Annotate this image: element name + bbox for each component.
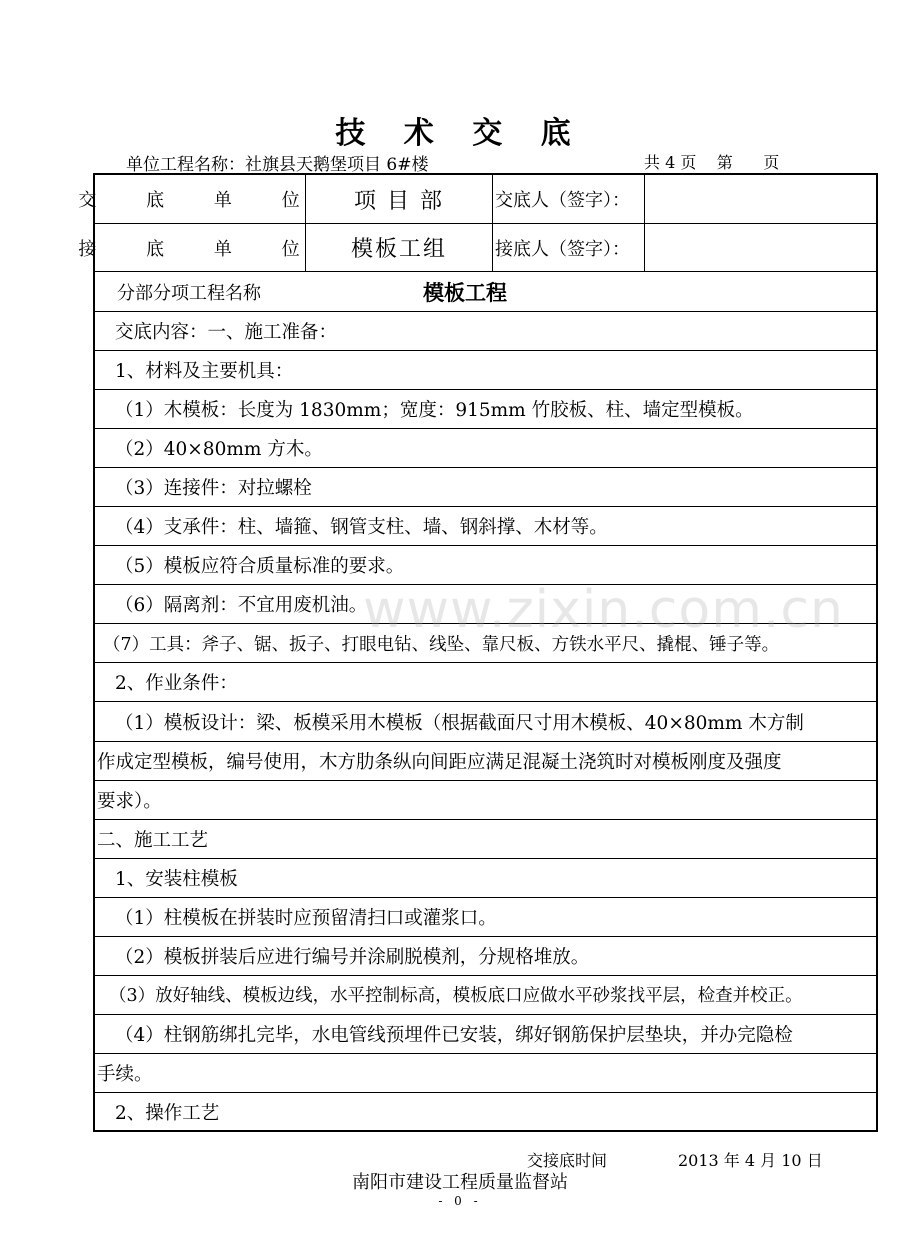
watermark: www.zixin.com.cn: [363, 580, 844, 640]
content-line: [95, 312, 876, 351]
content-line: [95, 742, 876, 781]
content-line-text: （3）连接件：对拉螺栓: [115, 478, 312, 500]
content-line-text: 1、材料及主要机具：: [115, 361, 294, 383]
content-line-text: （4）柱钢筋绑扎完毕，水电管线预埋件已安装，绑好钢筋保护层垫块，并办完隐检: [115, 1024, 793, 1046]
content-line-text: （6）隔离剂：不宜用废机油。: [115, 595, 368, 617]
content-line: [95, 703, 876, 742]
organization: 南阳市建设工程质量监督站: [352, 1172, 568, 1193]
content-line-text: 二、施工工艺: [97, 829, 209, 851]
content-line: [95, 937, 876, 976]
content-line-text: （1）柱模板在拼装时应预留清扫口或灌浆口。: [115, 907, 497, 929]
content-line: [95, 468, 876, 507]
content-line-text: 要求）。: [97, 790, 162, 812]
page-count: 共 4 页 第 页: [644, 153, 780, 172]
header-row-receiver: [78, 224, 876, 272]
content-line: [95, 429, 876, 468]
content-line: [95, 898, 876, 937]
content-line: [95, 507, 876, 546]
content-line: [95, 390, 876, 429]
content-line-text: （2）模板拼装后应进行编号并涂刷脱模剂，分规格堆放。: [115, 946, 590, 968]
content-line-text: 手续。: [97, 1063, 153, 1085]
content-line: [95, 859, 876, 898]
receiver-value-cell: [306, 224, 493, 271]
content-line: [95, 781, 876, 820]
page-number: - 0 -: [438, 1194, 482, 1208]
receiver-sign-label: 接底人（签字）：: [495, 238, 630, 260]
document-title: 技 术 交 底: [335, 116, 585, 151]
content-line-text: （3）放好轴线、模板边线，水平控制标高，模板底口应做水平砂浆找平层，检查并校正。: [109, 986, 803, 1007]
receiver-label-cell: [78, 224, 322, 271]
content-line-text: （7）工具：斧子、锯、扳子、打眼电钻、线坠、靠尺板、方铁水平尺、撬棍、锤子等。: [103, 634, 780, 655]
issuer-sign-cell: [493, 175, 645, 223]
issuer-signature-field[interactable]: [645, 175, 876, 223]
handover-date: 2013 年 4 月 10 日: [678, 1151, 823, 1170]
content-line-text: 2、作业条件：: [115, 673, 238, 695]
content-line-text: （2）40×80mm 方木。: [115, 439, 323, 461]
subproject-row: [95, 272, 876, 312]
disclosure-table: [78, 173, 878, 1132]
content-line: [95, 351, 876, 390]
issuer-label-cell: [78, 175, 322, 223]
content-line: [95, 1054, 876, 1093]
issuer-sign-label: 交底人（签字）：: [495, 190, 630, 211]
receiver-value: 模板工组: [350, 237, 447, 262]
content-line-text: 1、安装柱模板: [115, 868, 238, 890]
content-line-text: 交底内容：一、施工准备：: [115, 322, 338, 344]
issuer-label: 交 底 单 位: [78, 190, 322, 211]
content-line-text: 作成定型模板，编号使用，木方肋条纵向间距应满足混凝土浇筑时对模板刚度及强度: [97, 751, 782, 773]
content-line: [95, 663, 876, 702]
content-line-text: 2、操作工艺: [115, 1102, 220, 1124]
content-line-text: （4）支承件：柱、墙箍、钢管支柱、墙、钢斜撑、木材等。: [115, 517, 608, 539]
content-line-text: （1）木模板：长度为 1830mm；宽度：915mm 竹胶板、柱、墙定型模板。: [115, 400, 754, 422]
issuer-value-cell: [306, 175, 493, 223]
subproject-label: 分部分项工程名称: [117, 282, 261, 304]
handover-time-label: 交接底时间: [527, 1151, 608, 1170]
content-line-text: （5）模板应符合质量标准的要求。: [115, 556, 405, 578]
receiver-sign-cell: [493, 224, 645, 271]
header-row-issuer: [78, 175, 876, 224]
project-name: 单位工程名称：社旗县天鹅堡项目 6#楼: [126, 155, 429, 175]
content-line: [95, 820, 876, 859]
content-line-text: （1）模板设计：梁、板模采用木模板（根据截面尺寸用木模板、40×80mm 木方制: [115, 712, 804, 734]
content-line: [95, 1093, 876, 1130]
receiver-label: 接 底 单 位: [78, 238, 322, 260]
subproject-value: 模板工程: [423, 279, 507, 305]
issuer-value: 项 目 部: [354, 188, 444, 214]
content-line: [95, 976, 876, 1015]
content-line: [95, 1015, 876, 1054]
receiver-signature-field[interactable]: [645, 224, 876, 271]
